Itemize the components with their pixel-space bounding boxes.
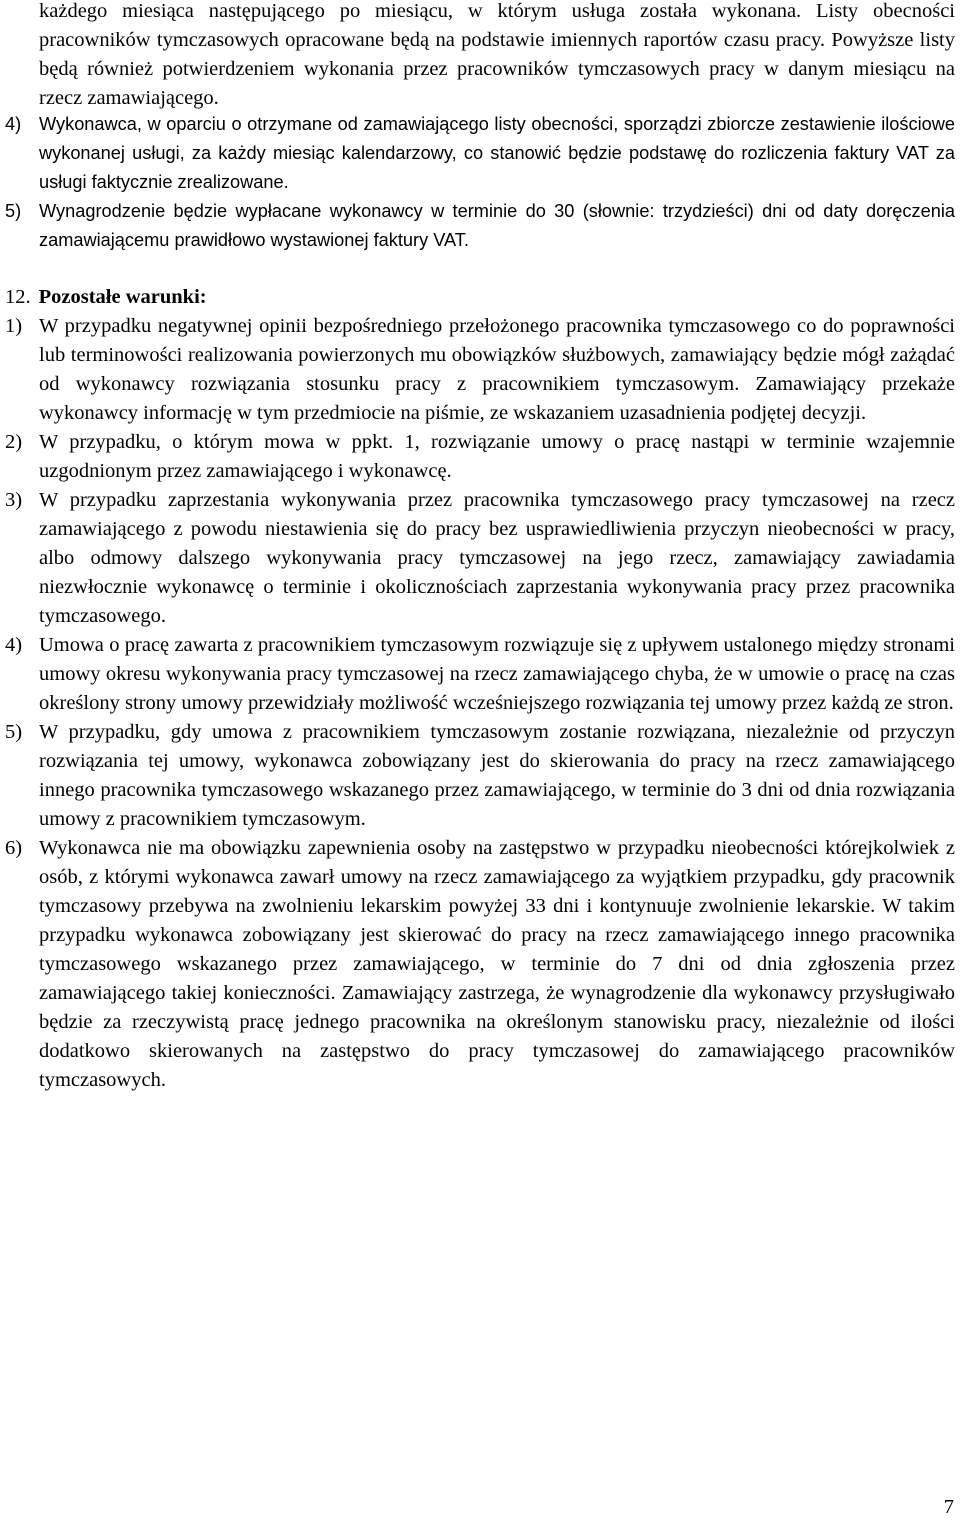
list-item-number: 5) [5, 201, 22, 221]
list-item-text: W przypadku zaprzestania wykonywania przez pracownika tymczasowego pracy tymczasowej na rzecz zamawiającego z powodu niestawienia się do pracy bez usprawiedliwienia przyczyn nieobecności w pracy, albo odmowy dalszego wykonywania pracy tymczasowej na jego rzecz, zamawiający zawiadamia niezwłocznie wykonawcę o terminie i okolicznościach zaprzestania wykonywania pracy przez pracownika tymczasowego. [39, 489, 955, 627]
list-item [5, 428, 955, 486]
list-item-number: 4) [5, 114, 22, 134]
continuation-text: każdego miesiąca następującego po miesiącu, w którym usługa została wykonana. Listy obecności pracowników tymczasowych opracowane będą na podstawie imiennych raportów czasu pracy. Powyższe listy będą również potwierdzeniem wykonania przez pracowników tymczasowych pracy w danym miesiącu na rzecz zamawiającego. [39, 0, 955, 109]
list-item-text: Umowa o pracę zawarta z pracownikiem tymczasowym rozwiązuje się z upływem ustalonego między stronami umowy okresu wykonywania pracy tymczasowej na rzecz zamawiającego chyba, że w umowie o pracę na czas określony strony umowy przewidziały możliwość wcześniejszego rozwiązania tej umowy przez każdą ze stron. [39, 634, 955, 714]
list-item-number: 5) [5, 721, 23, 743]
list-item [5, 197, 955, 255]
list-item-text: Wykonawca, w oparciu o otrzymane od zamawiającego listy obecności, sporządzi zbiorcze zestawienie ilościowe wykonanej usługi, za każdy miesiąc kalendarzowy, co stanowić będzie podstawę do rozliczenia faktury VAT za usługi faktycznie zrealizowane. [39, 114, 955, 192]
list-item-number: 4) [5, 634, 23, 656]
previous-section-list [5, 110, 955, 255]
page-number: 7 [943, 1496, 954, 1518]
list-item [5, 718, 955, 834]
section-number: 12. [5, 286, 31, 308]
list-item [5, 834, 955, 1095]
list-item-number: 2) [5, 431, 23, 453]
section-heading [5, 283, 955, 312]
list-item-number: 6) [5, 837, 23, 859]
list-item [5, 110, 955, 197]
section-title: Pozostałe warunki: [38, 286, 207, 308]
list-item-text: Wykonawca nie ma obowiązku zapewnienia osoby na zastępstwo w przypadku nieobecności którejkolwiek z osób, z którymi wykonawca zawarł umowy na rzecz zamawiającego za wyjątkiem przypadku, gdy pracownik tymczasowy przebywa na zwolnieniu lekarskim powyżej 33 dni i kontynuuje zwolnienie lekarskie. W takim przypadku wykonawca zobowiązany jest skierować do pracy na rzecz zamawiającego innego pracownika tymczasowego wskazanego przez zamawiającego, w terminie do 7 dni od dnia zgłoszenia przez zamawiającego takiej konieczności. Zamawiający zastrzega, że wynagrodzenie dla wykonawcy przysługiwało będzie za rzeczywistą pracę jednego pracownika na określonym stanowisku pracy, niezależnie od ilości dodatkowo skierowanych na zastępstwo do pracy tymczasowej do zamawiającego pracowników tymczasowych. [39, 837, 955, 1091]
list-item-text: W przypadku, gdy umowa z pracownikiem tymczasowym zostanie rozwiązana, niezależnie od przyczyn rozwiązania tej umowy, wykonawca zobowiązany jest do skierowania do pracy na rzecz zamawiającego innego pracownika tymczasowego wskazanego przez zamawiającego, w terminie do 3 dni od dnia rozwiązania umowy z pracownikiem tymczasowym. [39, 721, 955, 830]
list-item [5, 312, 955, 428]
list-item-number: 3) [5, 489, 23, 511]
list-item-text: Wynagrodzenie będzie wypłacane wykonawcy w terminie do 30 (słownie: trzydzieści) dni od daty doręczenia zamawiającemu prawidłowo wystawionej faktury VAT. [39, 201, 955, 250]
list-item [5, 631, 955, 718]
list-item-number: 1) [5, 315, 23, 337]
list-item [5, 486, 955, 631]
continuation-paragraph [39, 0, 955, 113]
list-item-text: W przypadku, o którym mowa w ppkt. 1, rozwiązanie umowy o pracę nastąpi w terminie wzajemnie uzgodnionym przez zamawiającego i wykonawcę. [39, 431, 955, 482]
list-item-text: W przypadku negatywnej opinii bezpośredniego przełożonego pracownika tymczasowego co do poprawności lub terminowości realizowania powierzonych mu obowiązków służbowych, zamawiający będzie mógł zażądać od wykonawcy rozwiązania stosunku pracy z pracownikiem tymczasowym. Zamawiający przekaże wykonawcy informację w tym przedmiocie na piśmie, ze wskazaniem uzasadnienia podjętej decyzji. [39, 315, 955, 424]
section-12 [5, 283, 955, 1095]
